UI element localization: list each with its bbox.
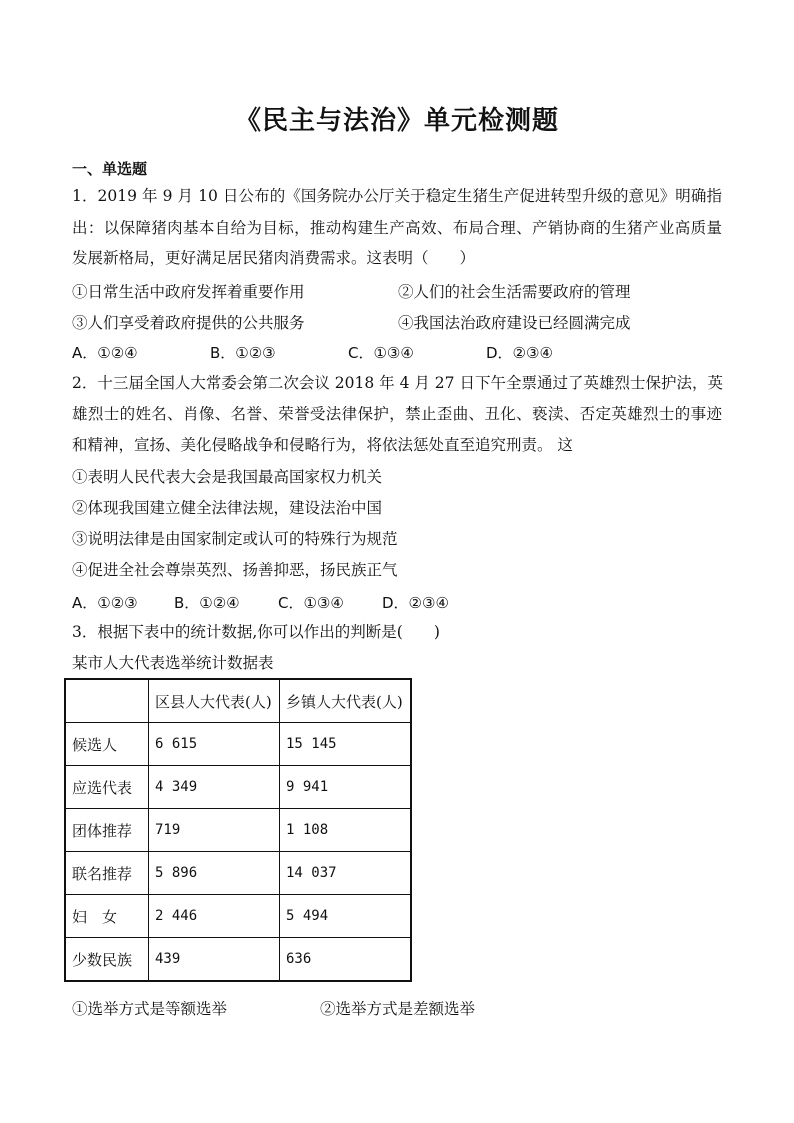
table-cell: 1 108 <box>280 809 412 852</box>
table-cell: 2 446 <box>149 895 280 938</box>
table-cell: 636 <box>280 938 412 982</box>
q2-option-c: C．①③④ <box>278 594 344 612</box>
q2-statement-3: ③说明法律是由国家制定或认可的特殊行为规范 <box>72 530 398 548</box>
q1-statement-1: ①日常生活中政府发挥着重要作用 <box>72 283 305 301</box>
q2-statement-2: ②体现我国建立健全法律法规，建设法治中国 <box>72 499 383 517</box>
table-row <box>65 723 411 766</box>
q2-statement-4: ④促进全社会尊崇英烈、扬善抑恶，扬民族正气 <box>72 561 398 579</box>
q1-option-d: D．②③④ <box>486 344 553 362</box>
q1-line-1: 1．2019 年 9 月 10 日公布的《国务院办公厅关于稳定生猪生产促进转型升级的意见》明确指 <box>72 187 722 205</box>
q2-option-d: D．②③④ <box>382 594 449 612</box>
q1-line-3: 发展新格局，更好满足居民猪肉消费需求。这表明（ ） <box>72 249 476 267</box>
q2-line-1: 2．十三届全国人大常委会第二次会议 2018 年 4 月 27 日下午全票通过了英雄烈士保护法，英 <box>72 374 723 392</box>
table-cell: 15 145 <box>280 723 412 766</box>
table-cell: 719 <box>149 809 280 852</box>
table-row-label: 少数民族 <box>65 938 149 982</box>
q2-option-a: A．①②③ <box>72 594 138 612</box>
q1-statement-4: ④我国法治政府建设已经圆满完成 <box>398 314 631 332</box>
q3-line: 3．根据下表中的统计数据,你可以作出的判断是( ) <box>72 623 440 641</box>
table-header-cell <box>65 679 149 723</box>
q1-line-2: 出：以保障猪肉基本自给为目标，推动构建生产高效、布局合理、产销协商的生猪产业高质量 <box>72 219 722 237</box>
table-cell: 6 615 <box>149 723 280 766</box>
table-row <box>65 895 411 938</box>
q1-option-c: C．①③④ <box>348 344 414 362</box>
table-cell: 439 <box>149 938 280 982</box>
q1-statement-3: ③人们享受着政府提供的公共服务 <box>72 314 305 332</box>
q2-statement-1: ①表明人民代表大会是我国最高国家权力机关 <box>72 468 383 486</box>
table-row-label: 应选代表 <box>65 766 149 809</box>
page-title: 《民主与法治》单元检测题 <box>234 106 559 136</box>
table-row-label: 团体推荐 <box>65 809 149 852</box>
statistics-table <box>64 678 412 982</box>
q2-line-3: 和精神，宣扬、美化侵略战争和侵略行为，将依法惩处直至追究刑责。 这 <box>72 436 573 454</box>
section-heading: 一、单选题 <box>72 160 148 178</box>
q1-option-a: A．①②④ <box>72 344 138 362</box>
table-header-cell: 区县人大代表(人) <box>149 679 280 723</box>
table-cell: 5 896 <box>149 852 280 895</box>
q2-line-2: 雄烈士的姓名、肖像、名誉、荣誉受法律保护，禁止歪曲、丑化、亵渎、否定英雄烈士的事迹 <box>72 405 722 423</box>
table-row <box>65 809 411 852</box>
table-row <box>65 938 411 982</box>
q2-option-b: B．①②④ <box>174 594 240 612</box>
table-cell: 9 941 <box>280 766 412 809</box>
table-cell: 14 037 <box>280 852 412 895</box>
table-row-label: 候选人 <box>65 723 149 766</box>
table-cell: 5 494 <box>280 895 412 938</box>
table-header-cell: 乡镇人大代表(人) <box>280 679 412 723</box>
table-row <box>65 852 411 895</box>
q3-statement-1: ①选举方式是等额选举 <box>72 1000 228 1018</box>
table-row-label: 妇 女 <box>65 895 149 938</box>
table-cell: 4 349 <box>149 766 280 809</box>
table-row <box>65 766 411 809</box>
q1-statement-2: ②人们的社会生活需要政府的管理 <box>398 283 631 301</box>
table-header-row <box>65 679 411 723</box>
q3-statement-2: ②选举方式是差额选举 <box>320 1000 476 1018</box>
table-row-label: 联名推荐 <box>65 852 149 895</box>
table-caption: 某市人大代表选举统计数据表 <box>72 654 274 672</box>
q1-option-b: B．①②③ <box>210 344 276 362</box>
